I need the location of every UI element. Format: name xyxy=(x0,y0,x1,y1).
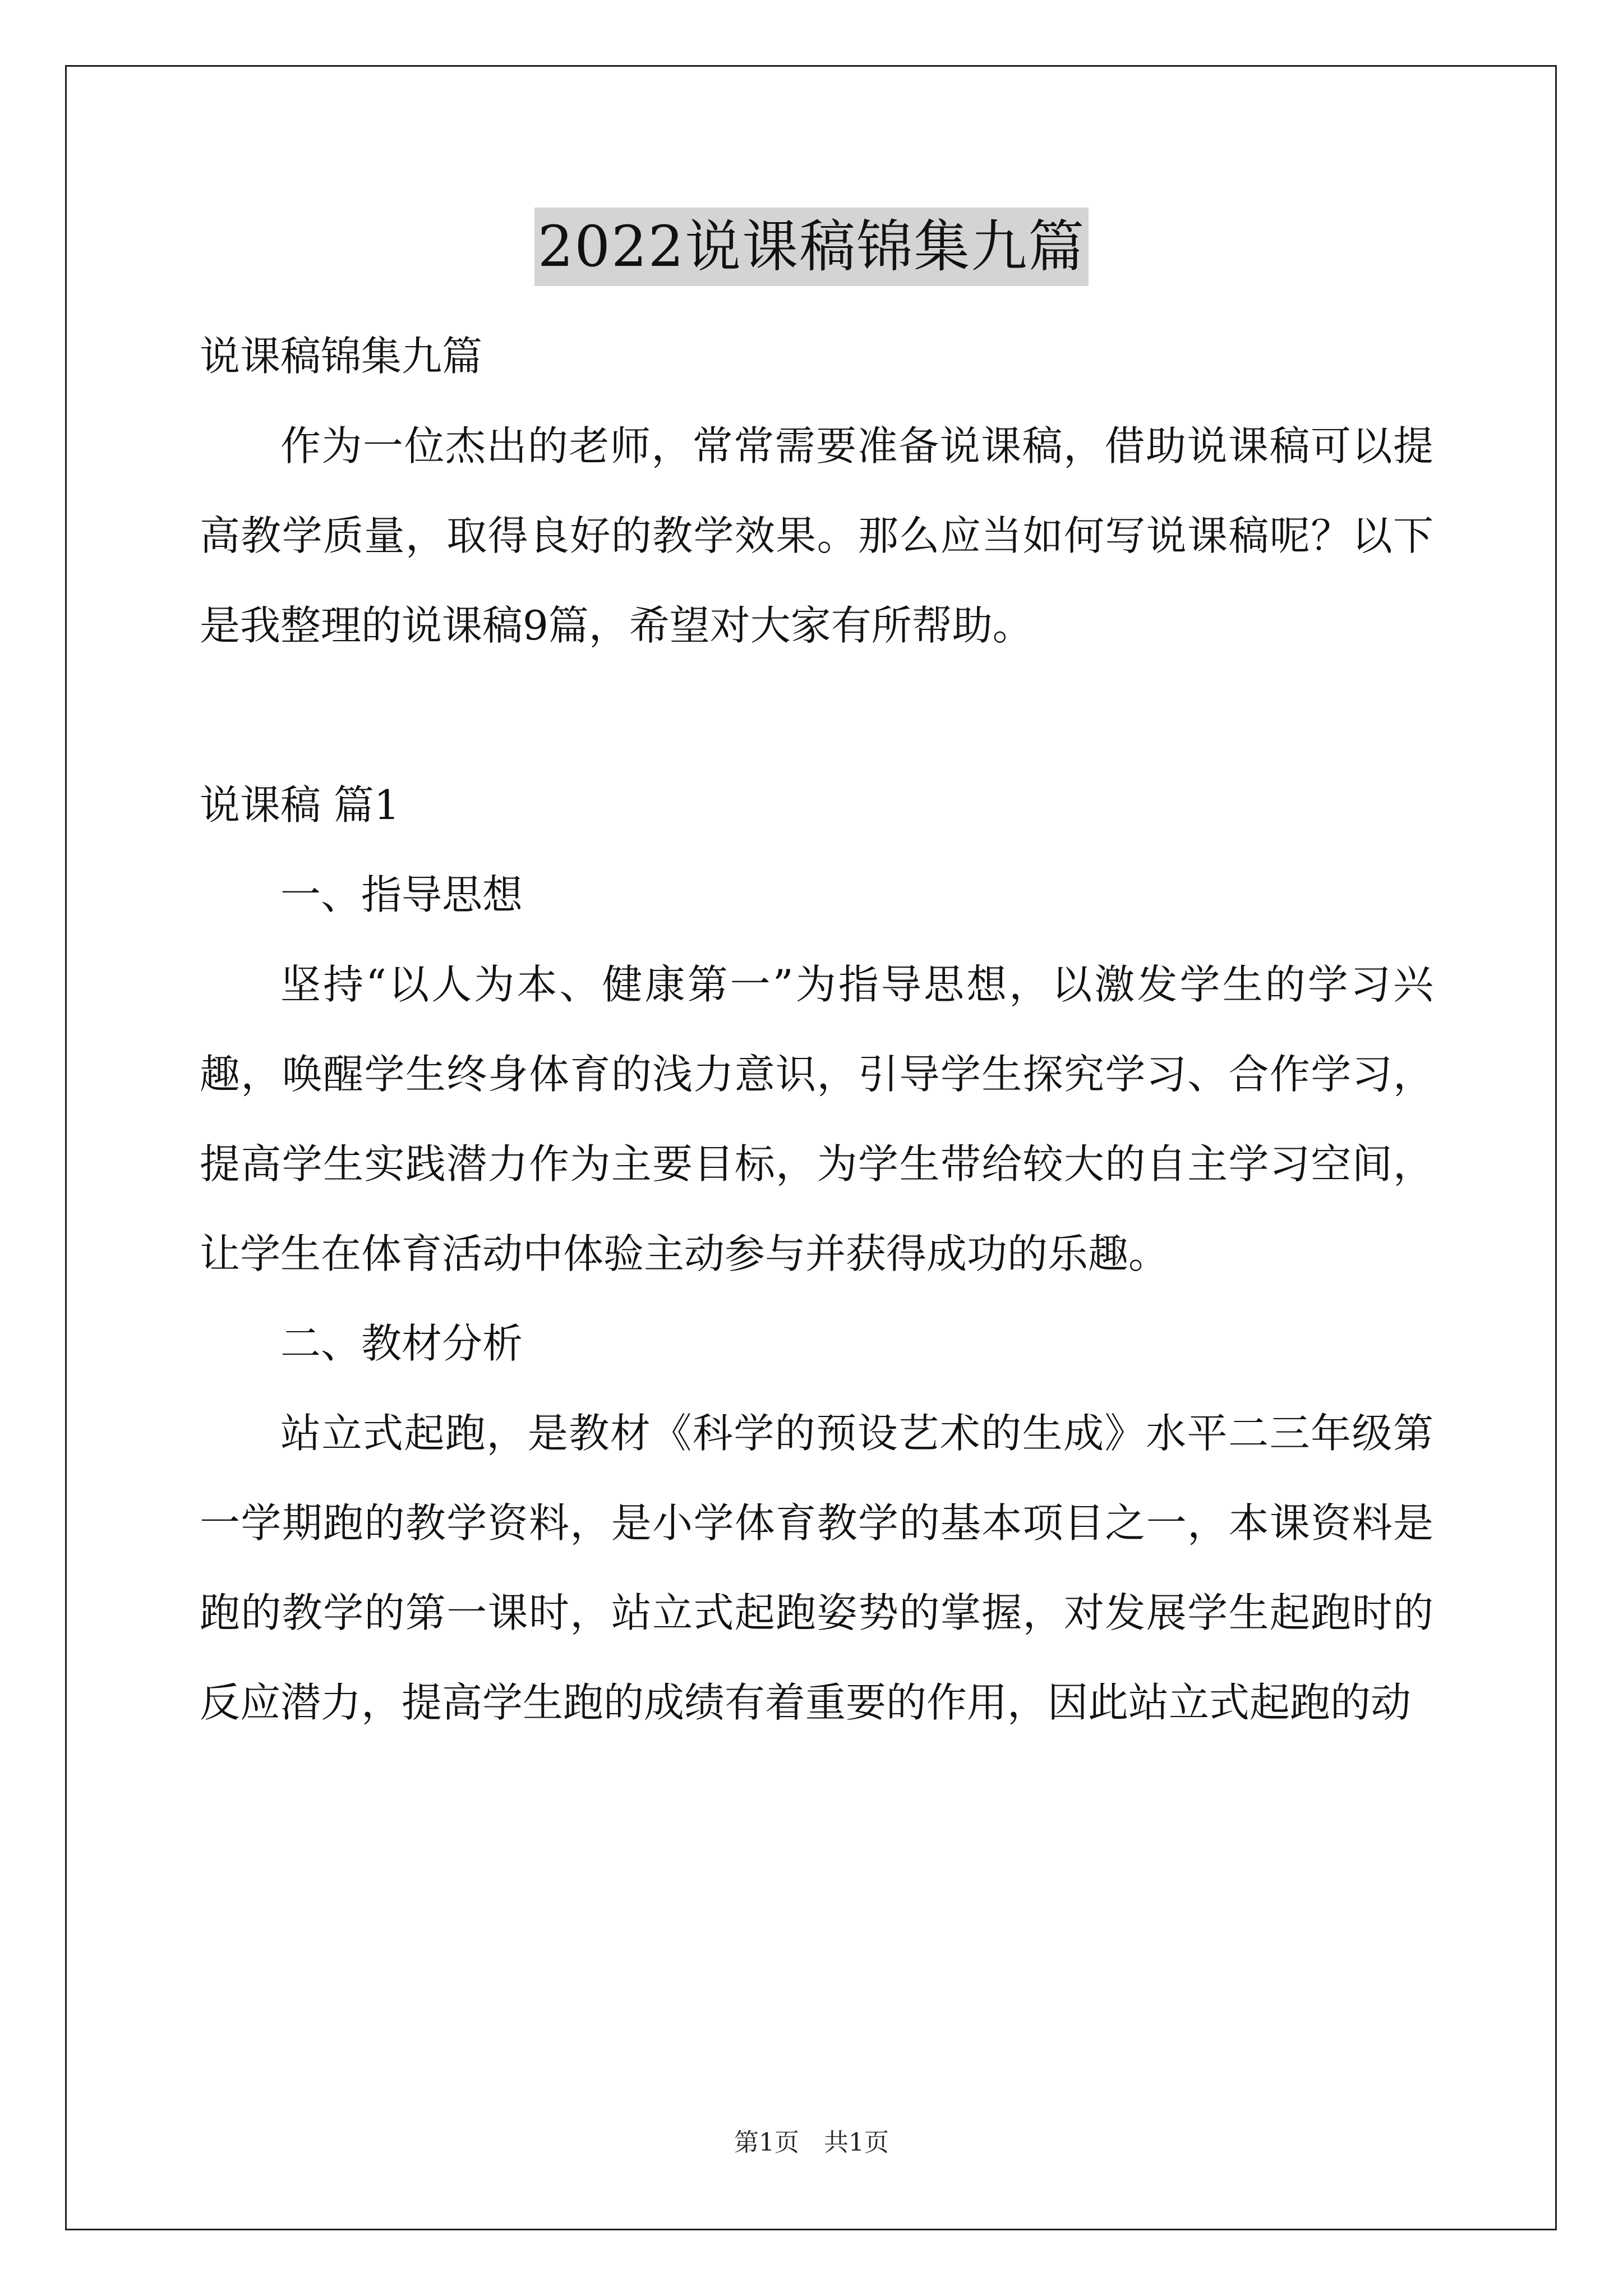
page-number: 第1页 共1页 xyxy=(734,2128,889,2157)
heading-material-analysis: 二、教材分析 xyxy=(280,1320,523,1367)
intro-paragraph: 作为一位杰出的老师，常常需要准备说课稿，借助说课稿可以提高教学质量，取得良好的教学效果。那么应当如何写说课稿呢？以下是我整理的说课稿9篇，希望对大家有所帮助。 xyxy=(200,422,1433,649)
section-title: 说课稿 篇1 xyxy=(200,781,400,829)
document-subtitle: 说课稿锦集九篇 xyxy=(200,333,483,380)
document-title-text: 2022说课稿锦集九篇 xyxy=(534,208,1089,286)
document-title xyxy=(0,208,1623,286)
paragraph-material-analysis: 站立式起跑，是教材《科学的预设艺术的生成》水平二三年级第一学期跑的教学资料，是小学体育教学的基本项目之一，本课资料是跑的教学的第一课时，站立式起跑姿势的掌握，对发展学生起跑时的反应潜力，提高学生跑的成绩有着重要的作用，因此站立式起跑的动 xyxy=(200,1410,1433,1726)
document-body xyxy=(200,311,1433,1747)
page-footer xyxy=(0,2126,1623,2160)
spacer xyxy=(200,670,1433,760)
paragraph-guiding-ideology: 坚持“以人为本、健康第一”为指导思想，以激发学生的学习兴趣，唤醒学生终身体育的浅力意识，引导学生探究学习、合作学习，提高学生实践潜力作为主要目标，为学生带给较大的自主学习空间，让学生在体育活动中体验主动参与并获得成功的乐趣。 xyxy=(200,961,1433,1277)
heading-guiding-ideology: 一、指导思想 xyxy=(280,871,523,918)
